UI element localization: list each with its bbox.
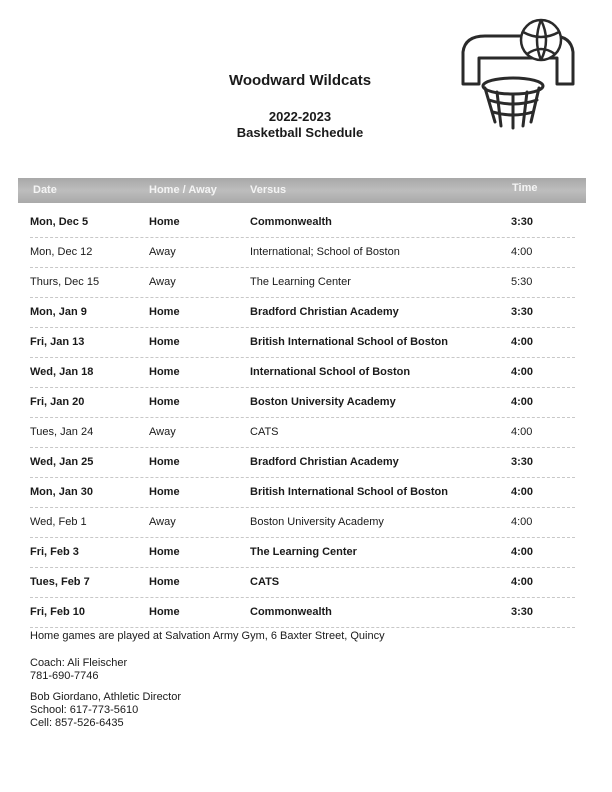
coach-phone: 781-690-7746 (30, 670, 99, 682)
game-home-away: Home (149, 486, 180, 498)
game-home-away: Away (149, 276, 176, 288)
game-date: Mon, Dec 12 (30, 246, 93, 258)
game-home-away: Home (149, 396, 180, 408)
game-home-away: Away (149, 246, 176, 258)
table-row (30, 568, 575, 598)
game-time: 4:00 (511, 426, 533, 438)
table-row (30, 328, 575, 358)
table-row (30, 508, 575, 538)
game-home-away: Away (149, 516, 176, 528)
table-row (30, 238, 575, 268)
game-date: Wed, Jan 25 (30, 456, 94, 468)
game-date: Wed, Feb 1 (30, 516, 87, 528)
game-opponent: The Learning Center (250, 276, 351, 288)
game-home-away: Home (149, 606, 180, 618)
basketball-hoop-icon (455, 14, 580, 134)
game-opponent: British International School of Boston (250, 486, 448, 498)
game-time: 3:30 (511, 456, 534, 468)
coach-name: Coach: Ali Fleischer (30, 657, 128, 669)
game-opponent: Boston University Academy (250, 396, 396, 408)
game-time: 3:30 (511, 306, 534, 318)
game-home-away: Home (149, 546, 180, 558)
game-opponent: International; School of Boston (250, 246, 400, 258)
venue-note: Home games are played at Salvation Army Gym, 6 Baxter Street, Quincy (30, 630, 385, 642)
game-time: 4:00 (511, 336, 534, 348)
schedule-table (30, 208, 575, 628)
table-row (30, 358, 575, 388)
game-opponent: CATS (250, 576, 280, 588)
game-date: Mon, Jan 30 (30, 486, 93, 498)
table-row (30, 268, 575, 298)
game-home-away: Home (149, 366, 180, 378)
schedule-title: Basketball Schedule (236, 125, 364, 140)
game-time: 4:00 (511, 486, 534, 498)
game-opponent: CATS (250, 426, 279, 438)
game-opponent: Commonwealth (250, 216, 332, 228)
column-header-home-away: Home / Away (149, 184, 217, 196)
director-cell-phone: Cell: 857-526-6435 (30, 717, 124, 729)
table-row (30, 208, 575, 238)
game-opponent: Bradford Christian Academy (250, 456, 399, 468)
game-time: 3:30 (511, 606, 534, 618)
season-year: 2022-2023 (268, 109, 332, 124)
table-row (30, 448, 575, 478)
game-time: 4:00 (511, 246, 533, 258)
title-block (150, 72, 450, 141)
game-time: 4:00 (511, 396, 534, 408)
game-date: Mon, Dec 5 (30, 216, 89, 228)
game-date: Mon, Jan 9 (30, 306, 87, 318)
table-row (30, 538, 575, 568)
table-row (30, 478, 575, 508)
game-time: 3:30 (511, 216, 534, 228)
table-header (18, 178, 586, 203)
game-date: Fri, Jan 13 (30, 336, 85, 348)
game-home-away: Home (149, 576, 180, 588)
athletic-director: Bob Giordano, Athletic Director (30, 691, 182, 703)
game-time: 4:00 (511, 576, 534, 588)
game-opponent: The Learning Center (250, 546, 357, 558)
column-header-date: Date (33, 184, 57, 196)
table-row (30, 418, 575, 448)
game-time: 5:30 (511, 276, 533, 288)
game-date: Wed, Jan 18 (30, 366, 94, 378)
table-row (30, 598, 575, 628)
game-opponent: Commonwealth (250, 606, 332, 618)
game-home-away: Home (149, 336, 180, 348)
game-time: 4:00 (511, 516, 533, 528)
game-date: Fri, Jan 20 (30, 396, 85, 408)
team-name: Woodward Wildcats (228, 72, 372, 89)
footer-info (30, 630, 385, 730)
column-header-time: Time (512, 182, 538, 194)
game-time: 4:00 (511, 546, 534, 558)
game-home-away: Home (149, 216, 180, 228)
game-home-away: Home (149, 456, 180, 468)
game-opponent: International School of Boston (250, 366, 411, 378)
game-date: Fri, Feb 10 (30, 606, 86, 618)
game-time: 4:00 (511, 366, 534, 378)
game-opponent: British International School of Boston (250, 336, 448, 348)
game-date: Thurs, Dec 15 (30, 276, 100, 288)
table-row (30, 298, 575, 328)
table-row (30, 388, 575, 418)
game-opponent: Bradford Christian Academy (250, 306, 399, 318)
game-home-away: Home (149, 306, 180, 318)
director-school-phone: School: 617-773-5610 (30, 704, 139, 716)
game-date: Tues, Jan 24 (30, 426, 94, 438)
game-date: Tues, Feb 7 (30, 576, 90, 588)
column-header-versus: Versus (250, 184, 287, 196)
game-opponent: Boston University Academy (250, 516, 384, 528)
game-date: Fri, Feb 3 (30, 546, 79, 558)
game-home-away: Away (149, 426, 176, 438)
